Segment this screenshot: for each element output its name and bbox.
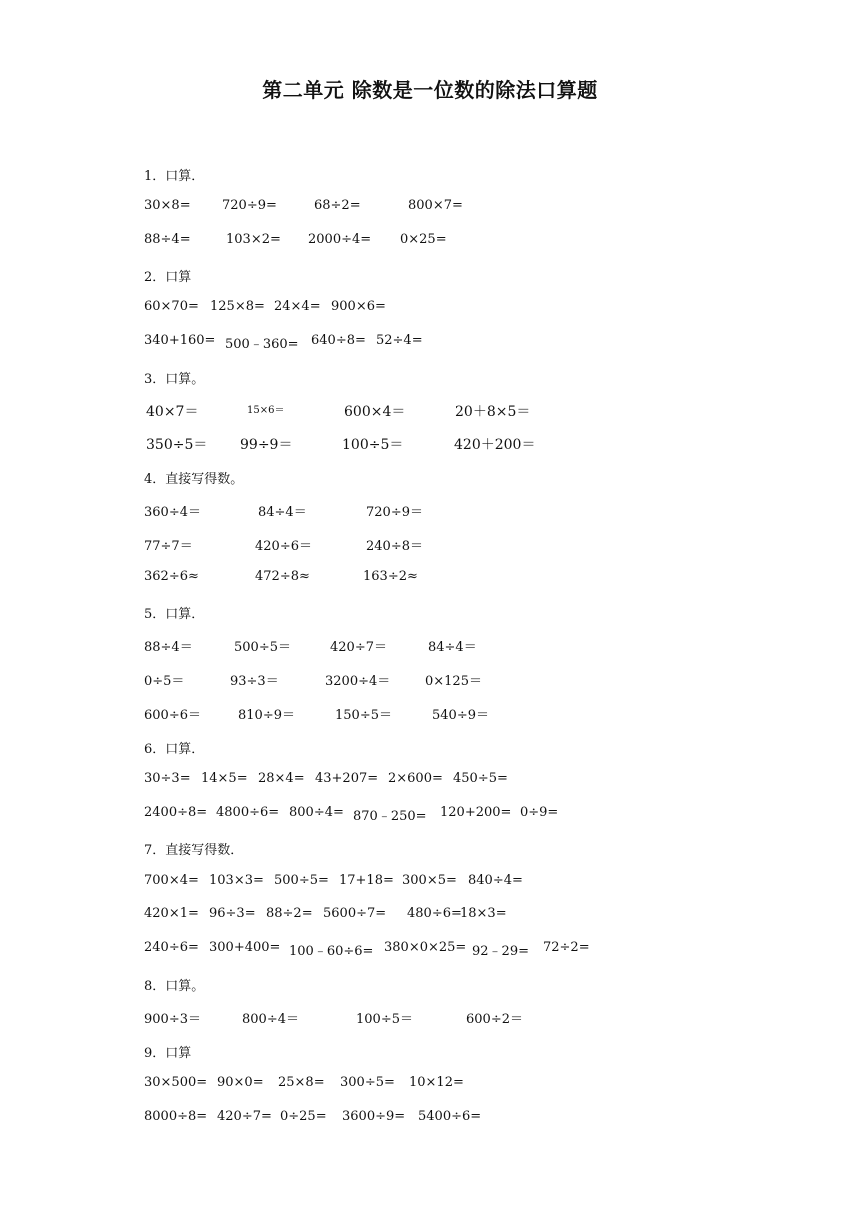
math-problem: 43+207=: [315, 771, 379, 786]
math-problem: 14×5=: [201, 771, 248, 786]
math-problem: 300×5=: [402, 873, 457, 888]
math-problem: 10×12=: [409, 1075, 464, 1090]
math-problem: 96÷3=: [209, 906, 256, 921]
math-problem: 18×3=: [460, 906, 507, 921]
question-heading: 7．直接写得数．: [144, 843, 244, 858]
math-problem: 120+200=: [440, 805, 512, 820]
math-problem: 0×125＝: [425, 674, 482, 689]
math-problem: 30×8=: [144, 198, 191, 213]
math-problem: 2000÷4=: [308, 232, 372, 247]
math-problem: 450÷5=: [453, 771, 508, 786]
math-problem: 800÷4=: [289, 805, 344, 820]
math-problem: 720÷9＝: [366, 505, 423, 520]
math-problem: 92﹣29=: [472, 944, 529, 959]
math-problem: 540÷9＝: [432, 708, 489, 723]
question-heading: 4．直接写得数。: [144, 472, 244, 487]
page-title: 第二单元 除数是一位数的除法口算题: [262, 78, 598, 102]
math-problem: 0÷5＝: [144, 674, 185, 689]
question-heading: 5．口算．: [144, 607, 205, 622]
math-problem: 40×7＝: [146, 404, 199, 420]
math-problem: 17+18=: [339, 873, 394, 888]
math-problem: 240÷6=: [144, 940, 199, 955]
math-problem: 800×7=: [408, 198, 463, 213]
math-problem: 600÷2＝: [466, 1012, 523, 1027]
math-problem: 52÷4=: [376, 333, 423, 348]
math-problem: 870﹣250=: [353, 809, 427, 824]
math-problem: 472÷8≈: [255, 569, 310, 584]
math-problem: 300+400=: [209, 940, 281, 955]
math-problem: 100÷5＝: [356, 1012, 413, 1027]
math-problem: 380×0×25=: [384, 940, 467, 955]
math-problem: 5400÷6=: [418, 1109, 482, 1124]
math-problem: 360÷4＝: [144, 505, 201, 520]
question-heading: 1．口算．: [144, 169, 205, 184]
math-problem: 0÷25=: [280, 1109, 327, 1124]
math-problem: 0÷9=: [520, 805, 559, 820]
math-problem: 340+160=: [144, 333, 216, 348]
math-problem: 500÷5＝: [234, 640, 291, 655]
math-problem: 28×4=: [258, 771, 305, 786]
math-problem: 420＋200＝: [454, 437, 536, 453]
math-problem: 640÷8=: [311, 333, 366, 348]
math-problem: 15×6＝: [247, 405, 285, 416]
math-problem: 103×2=: [226, 232, 281, 247]
math-problem: 100÷5＝: [342, 437, 404, 453]
math-problem: 362÷6≈: [144, 569, 199, 584]
math-problem: 30×500=: [144, 1075, 208, 1090]
math-problem: 103×3=: [209, 873, 264, 888]
math-problem: 300÷5=: [340, 1075, 395, 1090]
math-problem: 84÷4＝: [428, 640, 477, 655]
math-problem: 600÷6＝: [144, 708, 201, 723]
math-problem: 700×4=: [144, 873, 199, 888]
math-problem: 24×4=: [274, 299, 321, 314]
math-problem: 500﹣360=: [225, 337, 299, 352]
math-problem: 720÷9=: [222, 198, 277, 213]
math-problem: 2400÷8=: [144, 805, 208, 820]
math-problem: 84÷4＝: [258, 505, 307, 520]
math-problem: 240÷8＝: [366, 539, 423, 554]
math-problem: 840÷4=: [468, 873, 523, 888]
math-problem: 163÷2≈: [363, 569, 418, 584]
question-heading: 6．口算．: [144, 742, 205, 757]
math-problem: 420÷7＝: [330, 640, 387, 655]
math-problem: 8000÷8=: [144, 1109, 208, 1124]
math-problem: 420÷7=: [217, 1109, 272, 1124]
math-problem: 4800÷6=: [216, 805, 280, 820]
math-problem: 480÷6=: [407, 906, 462, 921]
question-heading: 9．口算: [144, 1046, 192, 1061]
math-problem: 420÷6＝: [255, 539, 312, 554]
math-problem: 88÷4＝: [144, 640, 193, 655]
math-problem: 72÷2=: [543, 940, 590, 955]
question-heading: 3．口算。: [144, 372, 205, 387]
question-heading: 2．口算: [144, 270, 192, 285]
math-problem: 77÷7＝: [144, 539, 193, 554]
math-problem: 810÷9＝: [238, 708, 295, 723]
math-problem: 30÷3=: [144, 771, 191, 786]
math-problem: 600×4＝: [344, 404, 406, 420]
math-problem: 25×8=: [278, 1075, 325, 1090]
math-problem: 900÷3＝: [144, 1012, 201, 1027]
math-problem: 60×70=: [144, 299, 199, 314]
math-problem: 350÷5＝: [146, 437, 208, 453]
math-problem: 99÷9＝: [240, 437, 293, 453]
math-problem: 100﹣60÷6=: [289, 944, 374, 959]
math-problem: 3200÷4＝: [325, 674, 391, 689]
math-problem: 420×1=: [144, 906, 199, 921]
math-problem: 3600÷9=: [342, 1109, 406, 1124]
math-problem: 125×8=: [210, 299, 265, 314]
math-problem: 20＋8×5＝: [455, 404, 531, 420]
math-problem: 0×25=: [400, 232, 447, 247]
math-problem: 88÷4=: [144, 232, 191, 247]
math-problem: 68÷2=: [314, 198, 361, 213]
math-problem: 150÷5＝: [335, 708, 392, 723]
math-problem: 88÷2=: [266, 906, 313, 921]
question-heading: 8．口算。: [144, 979, 205, 994]
math-problem: 93÷3＝: [230, 674, 279, 689]
math-problem: 500÷5=: [274, 873, 329, 888]
math-problem: 800÷4＝: [242, 1012, 299, 1027]
math-problem: 2×600=: [388, 771, 443, 786]
math-problem: 5600÷7=: [323, 906, 387, 921]
math-problem: 900×6=: [331, 299, 386, 314]
math-problem: 90×0=: [217, 1075, 264, 1090]
